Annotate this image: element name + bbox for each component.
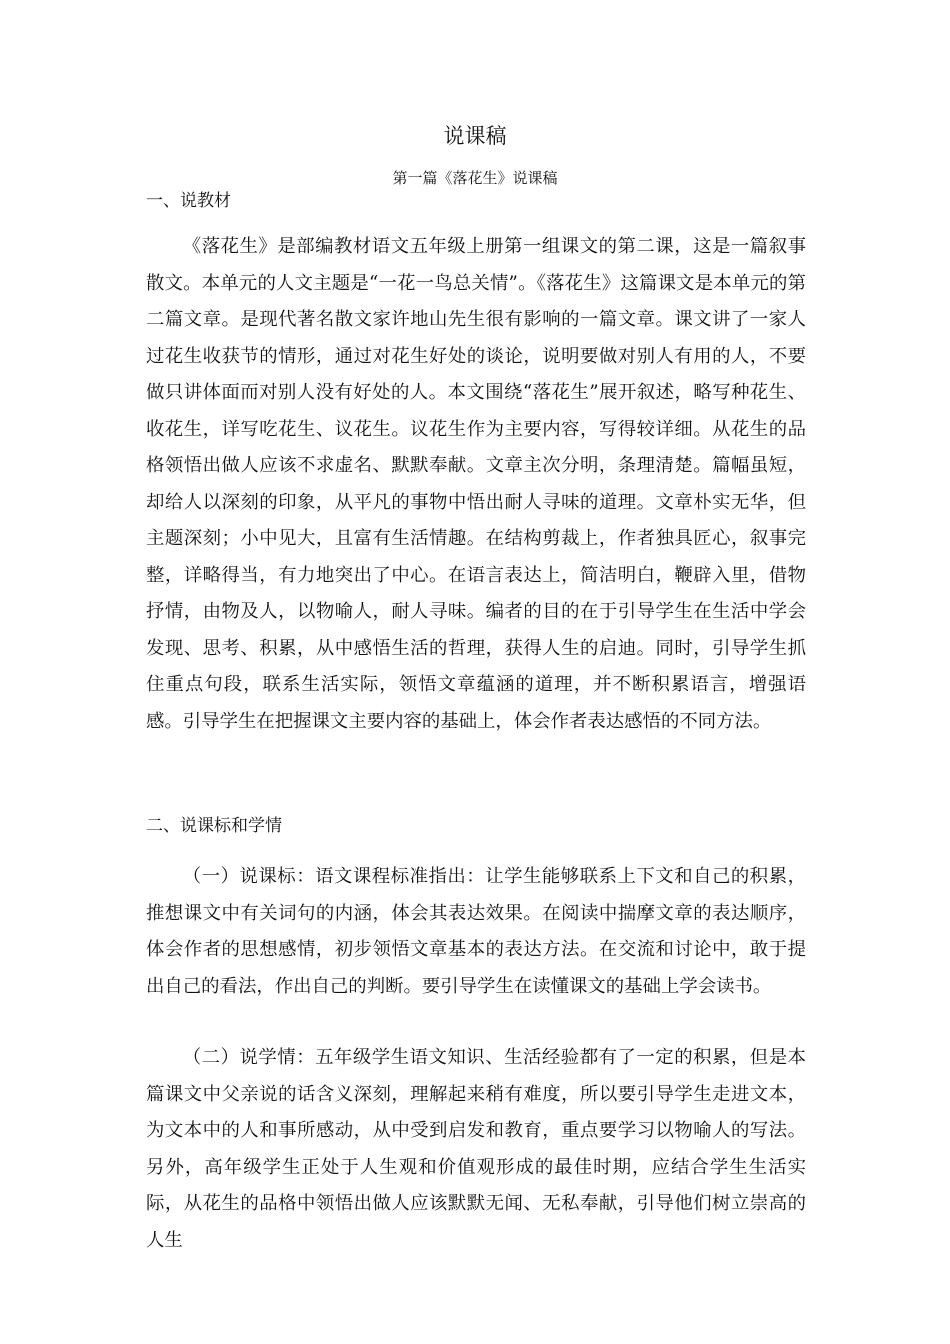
section-heading-textbook: 一、说教材 <box>146 191 231 211</box>
document-subtitle: 第一篇《落花生》说课稿 <box>392 169 558 187</box>
paragraph-standards: （一）说课标：语文课程标准指出：让学生能够联系上下文和自己的积累，推想课文中有关词句的内涵，体会其表达效果。在阅读中揣摩文章的表达顺序，体会作者的思想感情，初步领悟文章基本的表达方法。在交流和讨论中，敢于提出自己的看法，作出自己的判断。要引导学生在读懂课文的基础上学会读书。 <box>146 866 806 997</box>
paragraph-textbook: 《落花生》是部编教材语文五年级上册第一组课文的第二课，这是一篇叙事散文。本单元的人文主题是“一花一鸟总关情”。《落花生》这篇课文是本单元的第二篇文章。是现代著名散文家许地山先生很有影响的一篇文章。课文讲了一家人过花生收获节的情形，通过对花生好处的谈论，说明要做对别人有用的人，不要做只讲体面而对别人没有好处的人。本文围绕“落花生”展开叙述，略写种花生、收花生，详写吃花生、议花生。议花生作为主要内容，写得较详细。从花生的品格领悟出做人应该不求虚名、默默奉献。文章主次分明，条理清楚。篇幅虽短，却给人以深刻的印象，从平凡的事物中悟出耐人寻味的道理。文章朴实无华，但主题深刻；小中见大，且富有生活情趣。在结构剪裁上，作者独具匠心，叙事完整，详略得当，有力地突出了中心。在语言表达上，简洁明白，鞭辟入里，借物抒情，由物及人，以物喻人，耐人寻味。编者的目的在于引导学生在生活中学会发现、思考、积累，从中感悟生活的哲理，获得人生的启迪。同时，引导学生抓住重点句段，联系生活实际，领悟文章蕴涵的道理，并不断积累语言，增强语感。引导学生在把握课文主要内容的基础上，体会作者表达感悟的不同方法。 <box>146 236 806 732</box>
paragraph-learners: （二）说学情：五年级学生语文知识、生活经验都有了一定的积累，但是本篇课文中父亲说的话含义深刻，理解起来稍有难度，所以要引导学生走进文本，为文本中的人和事所感动，从中受到启发和教育，重点要学习以物喻人的写法。另外，高年级学生正处于人生观和价值观形成的最佳时期，应结合学生生活实际，从花生的品格中领悟出做人应该默默无闻、无私奉献，引导他们树立崇高的人生 <box>146 1047 806 1251</box>
document-title: 说课稿 <box>443 124 507 148</box>
section-heading-standards: 二、说课标和学情 <box>146 816 282 836</box>
